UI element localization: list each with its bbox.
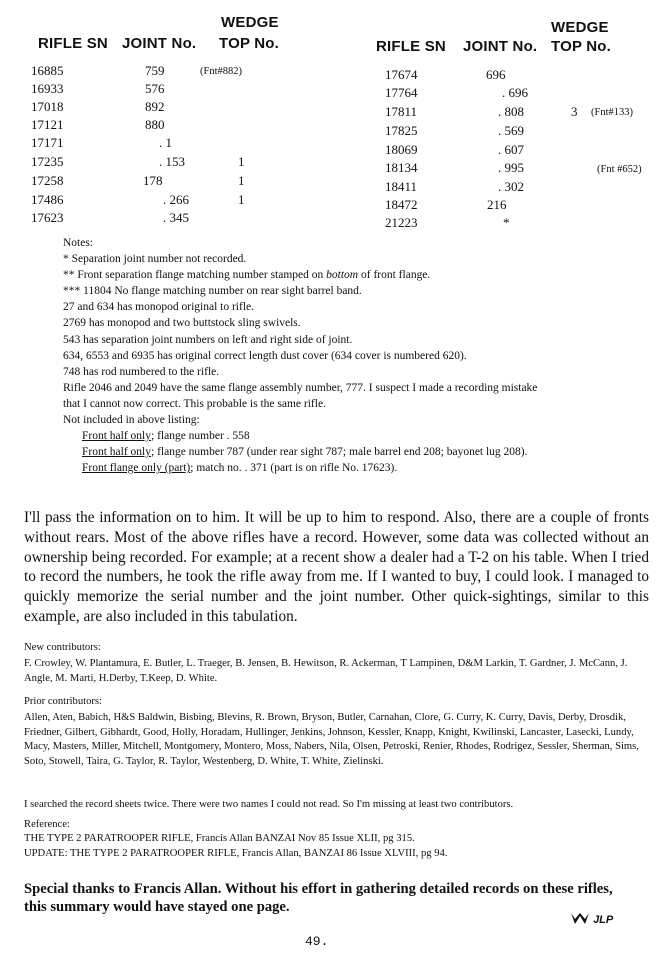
- table-row: [385, 84, 655, 102]
- new-contributors-list: F. Crowley, W. Plantamura, E. Butler, L. Traeger, B. Jensen, B. Hewitson, R. Ackerman, T Lampinen, D&M Larkin, T. Gardner, J. McCann, J. Angle, M. Marti, H.Derby, T.Keep, D. White.: [24, 658, 628, 684]
- joint-no: . 995: [498, 160, 524, 175]
- note-line: * Separation joint number not recorded.: [63, 253, 247, 266]
- wedge-top-no: 3: [571, 104, 578, 119]
- table-row: [31, 172, 341, 190]
- joint-no: 759: [145, 63, 165, 78]
- note-line: 2769 has monopod and two buttstock sling swivels.: [63, 317, 301, 330]
- front-reference: (Fnt #652): [597, 164, 642, 175]
- joint-no: . 345: [163, 210, 189, 225]
- note-line: 634, 6553 and 6935 has original correct length dust cover (634 cover is numbered 620).: [63, 349, 467, 362]
- rifle-sn: 17811: [385, 104, 418, 119]
- rifle-sn: 17018: [31, 99, 64, 114]
- rifle-sn: 17258: [31, 173, 64, 188]
- not-included-item: Front half only; flange number . 558: [82, 430, 250, 443]
- not-included-item: Front flange only (part); match no. . 371 (part is on rifle No. 17623).: [82, 462, 398, 475]
- joint-no: . 153: [159, 154, 185, 169]
- front-reference: (Fnt#882): [200, 66, 242, 77]
- body-paragraph: I'll pass the information on to him. It will be up to him to respond. Also, there are a couple of fronts without rears. Most of the above rifles have a record. However, some data was collected without an ownership being recorded. For example; at a recent show a dealer had a T-2 on his table. When I tried to record the numbers, he took the rifle away from me. If I wanted to buy, I could look. I managed to quickly memorize the serial number and the joint number. Other quick-sightings, similar to this example, are also included in this tabulation.: [24, 509, 649, 625]
- rifle-sn: 18411: [385, 179, 418, 194]
- right-rifle-sn-header: RIFLE SN: [376, 38, 446, 55]
- new-contributors: [24, 641, 652, 686]
- note-line: Rifle 2046 and 2049 have the same flange assembly number, 777. I suspect I made a recording mistake: [63, 381, 538, 394]
- rifle-sn: 17486: [31, 192, 64, 207]
- rifle-sn: 18069: [385, 142, 418, 157]
- prior-contributors-heading: Prior contributors:: [24, 696, 102, 707]
- table-row: [385, 159, 655, 177]
- table-row: [385, 214, 655, 232]
- wedge-top-no: 1: [238, 154, 245, 169]
- signature: [570, 912, 613, 926]
- rifle-sn: 17825: [385, 123, 418, 138]
- right-top-header: TOP No.: [551, 38, 612, 55]
- note-line: *** 11804 No flange matching number on rear sight barrel band.: [63, 285, 362, 298]
- left-rifle-sn-header: RIFLE SN: [38, 35, 108, 52]
- note-line: 543 has separation joint numbers on left and right side of joint.: [63, 333, 353, 346]
- rifle-sn: 17674: [385, 67, 418, 82]
- right-wedge-header: WEDGE: [551, 19, 609, 36]
- rifle-sn: 17121: [31, 117, 64, 132]
- wedge-top-no: 1: [238, 192, 245, 207]
- joint-no: 892: [145, 99, 165, 114]
- joint-no: 178: [143, 173, 163, 188]
- table-row: [385, 178, 655, 196]
- table-row: [31, 98, 341, 116]
- reference-heading: Reference:: [24, 819, 70, 830]
- joint-no: 576: [145, 81, 165, 96]
- prior-contributors: [24, 695, 652, 769]
- notes-section: [63, 235, 653, 476]
- rifle-sn: 21223: [385, 215, 418, 230]
- joint-no: . 266: [163, 192, 189, 207]
- reference-line: THE TYPE 2 PARATROOPER RIFLE, Francis Allan BANZAI Nov 85 Issue XLII, pg 315.: [24, 833, 415, 845]
- front-reference: (Fnt#133): [591, 107, 633, 118]
- left-wedge-header: WEDGE: [221, 14, 279, 31]
- rifle-sn: 17623: [31, 210, 64, 225]
- table-row: [31, 191, 341, 209]
- rifle-sn: 17764: [385, 85, 418, 100]
- notes-heading: Notes:: [63, 237, 94, 249]
- left-top-header: TOP No.: [219, 35, 280, 52]
- new-contributors-heading: New contributors:: [24, 642, 101, 653]
- signature-initials: JLP: [593, 914, 614, 926]
- joint-no: . 696: [502, 85, 528, 100]
- rifle-sn: 16885: [31, 63, 64, 78]
- table-row: [385, 196, 655, 214]
- joint-no: 216: [487, 197, 507, 212]
- joint-no: . 569: [498, 123, 524, 138]
- rifle-sn: 16933: [31, 81, 64, 96]
- note-line: 748 has rod numbered to the rifle.: [63, 365, 220, 378]
- note-line: Not included in above listing:: [63, 414, 200, 427]
- note-line: 27 and 634 has monopod original to rifle.: [63, 301, 254, 314]
- rifle-sn: 18472: [385, 197, 418, 212]
- table-row: [31, 134, 341, 152]
- searched-note: I searched the record sheets twice. There were two names I could not read. So I'm missing at least two contributors.: [24, 799, 514, 810]
- reference-section: [24, 818, 652, 861]
- rifle-sn: 17171: [31, 135, 64, 150]
- joint-no: . 1: [159, 135, 172, 150]
- table-row: [385, 122, 655, 140]
- table-row: [385, 66, 655, 84]
- table-row: [31, 209, 341, 227]
- joint-no: . 302: [498, 179, 524, 194]
- table-row: [31, 80, 341, 98]
- joint-no: 696: [486, 67, 506, 82]
- note-line-front-flange: ** Front separation flange matching number stamped on bottom of front flange.: [63, 269, 431, 282]
- page-number: 49.: [305, 934, 329, 949]
- rifle-sn: 17235: [31, 154, 64, 169]
- prior-contributors-list: Allen, Aten, Babich, H&S Baldwin, Bisbing, Blevins, R. Brown, Bryson, Butler, Carnahan, Clore, G. Curry, K. Curry, Davis, Derby, Drosdik, Friedner, Gilbert, Gibhardt, Good, Holly, Horadam, Hullinger, Jenkins, Johnson, Kessler, Knapp, Knight, Kwilinski, Lancaster, Lasecki, Lundy, Macy, Masters, Miller, Mitchell, Montgomery, Montero, Moss, Nabers, Nila, Olsen, Petroski, Renier, Rhodes, Rodrigez, Sessler, Sherman, Sims, Soto, Stowell, Taira, G. Taylor, R. Taylor, Westenberg, D. White, T. White, Zielinski.: [24, 712, 639, 767]
- left-joint-header: JOINT No.: [122, 35, 197, 52]
- wedge-top-no: 1: [238, 173, 245, 188]
- special-thanks: Special thanks to Francis Allan. Without his effort in gathering detailed records on these rifles, this summary would have stayed one page.: [24, 881, 613, 915]
- joint-no: . 808: [498, 104, 524, 119]
- table-row: [31, 153, 341, 171]
- joint-no: 880: [145, 117, 165, 132]
- joint-no: *: [503, 215, 510, 230]
- table-row: [31, 116, 341, 134]
- rifle-sn: 18134: [385, 160, 418, 175]
- table-row: [385, 103, 655, 121]
- not-included-item: Front half only; flange number 787 (under rear sight 787; male barrel end 208; bayonet lug 208).: [82, 446, 528, 459]
- table-row: [31, 62, 341, 80]
- joint-no: . 607: [498, 142, 524, 157]
- signature-mark-icon: [570, 912, 590, 925]
- note-line: that I cannot now correct. This probable is the same rifle.: [63, 397, 326, 410]
- right-joint-header: JOINT No.: [463, 38, 538, 55]
- reference-line: UPDATE: THE TYPE 2 PARATROOPER RIFLE, Francis Allan, BANZAI 86 Issue XLVIII, pg 94.: [24, 847, 448, 859]
- table-row: [385, 141, 655, 159]
